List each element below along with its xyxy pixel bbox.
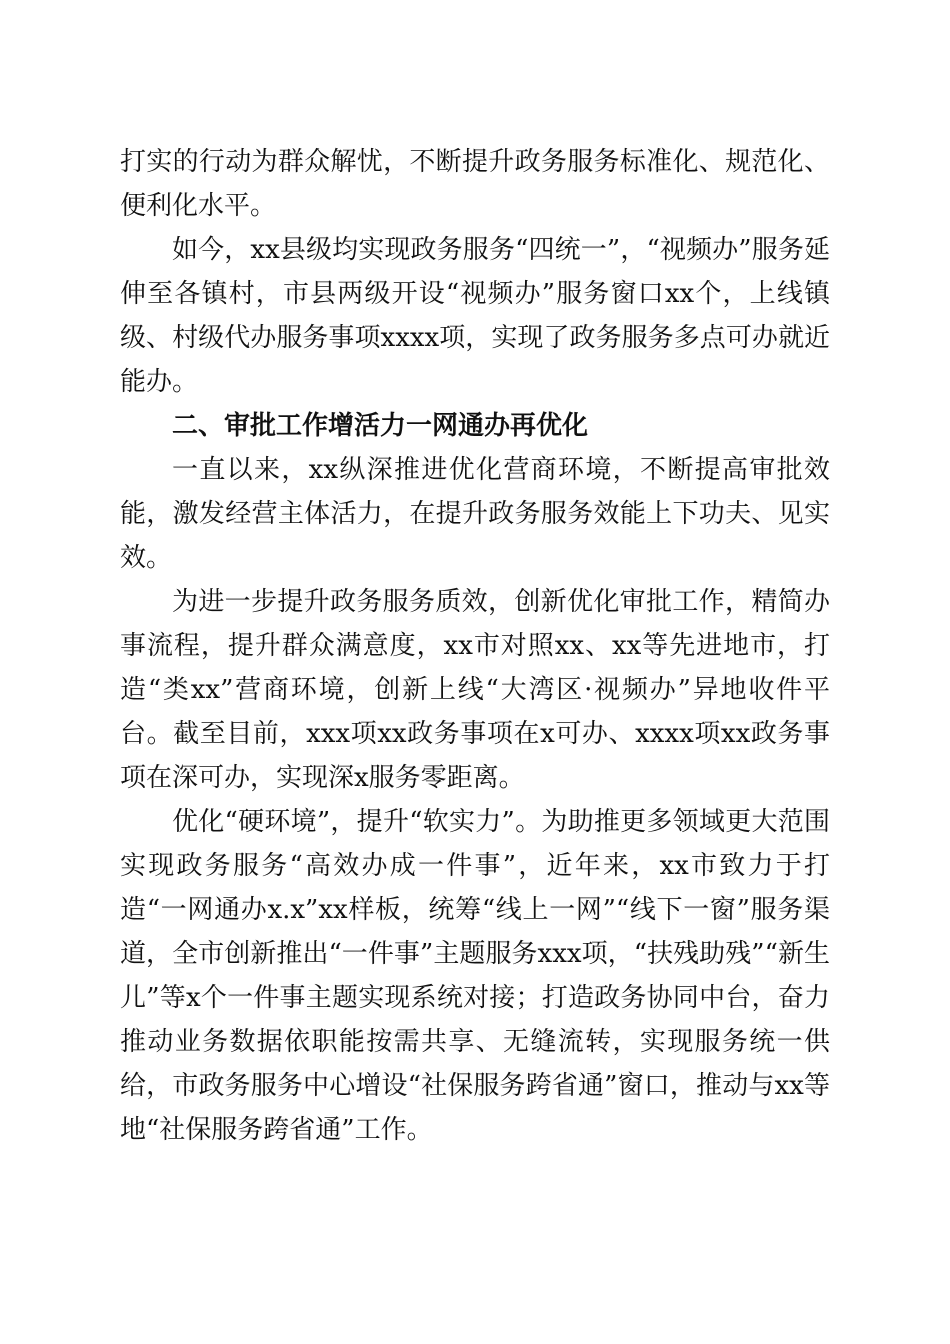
paragraph-continued: 打实的行动为群众解忧，不断提升政务服务标准化、规范化、便利化水平。 xyxy=(120,147,830,221)
paragraph-video-service: 如今，xx县级均实现政务服务“四统一”，“视频办”服务延伸至各镇村，市县两级开设“视频办”服务窗口xx个，上线镇级、村级代办服务事项xxxx项，实现了政务服务多点可办就近能办。 xyxy=(120,235,830,397)
paragraph-business-environment: 一直以来，xx纵深推进优化营商环境，不断提高审批效能，激发经营主体活力，在提升政务服务效能上下功夫、见实效。 xyxy=(120,455,830,573)
document-body xyxy=(120,140,830,1152)
paragraph-one-network: 优化“硬环境”，提升“软实力”。为助推更多领域更大范围实现政务服务“高效办成一件事”，近年来，xx市致力于打造“一网通办x.x”xx样板，统筹“线上一网”“线下一窗”服务渠道，全市创新推出“一件事”主题服务xxx项，“扶残助残”“新生儿”等x个一件事主题实现系统对接；打造政务协同中台，奋力推动业务数据依职能按需共享、无缝流转，实现服务统一供给，市政务服务中心增设“社保服务跨省通”窗口，推动与xx等地“社保服务跨省通”工作。 xyxy=(120,807,830,1145)
paragraph-approval-optimization: 为进一步提升政务服务质效，创新优化审批工作，精简办事流程，提升群众满意度，xx市对照xx、xx等先进地市，打造“类xx”营商环境，创新上线“大湾区·视频办”异地收件平台。截至目前，xxx项xx政务事项在x可办、xxxx项xx政务事项在深可办，实现深x服务零距离。 xyxy=(120,587,830,793)
section-heading-approval: 二、审批工作增活力一网通办再优化 xyxy=(172,411,589,441)
